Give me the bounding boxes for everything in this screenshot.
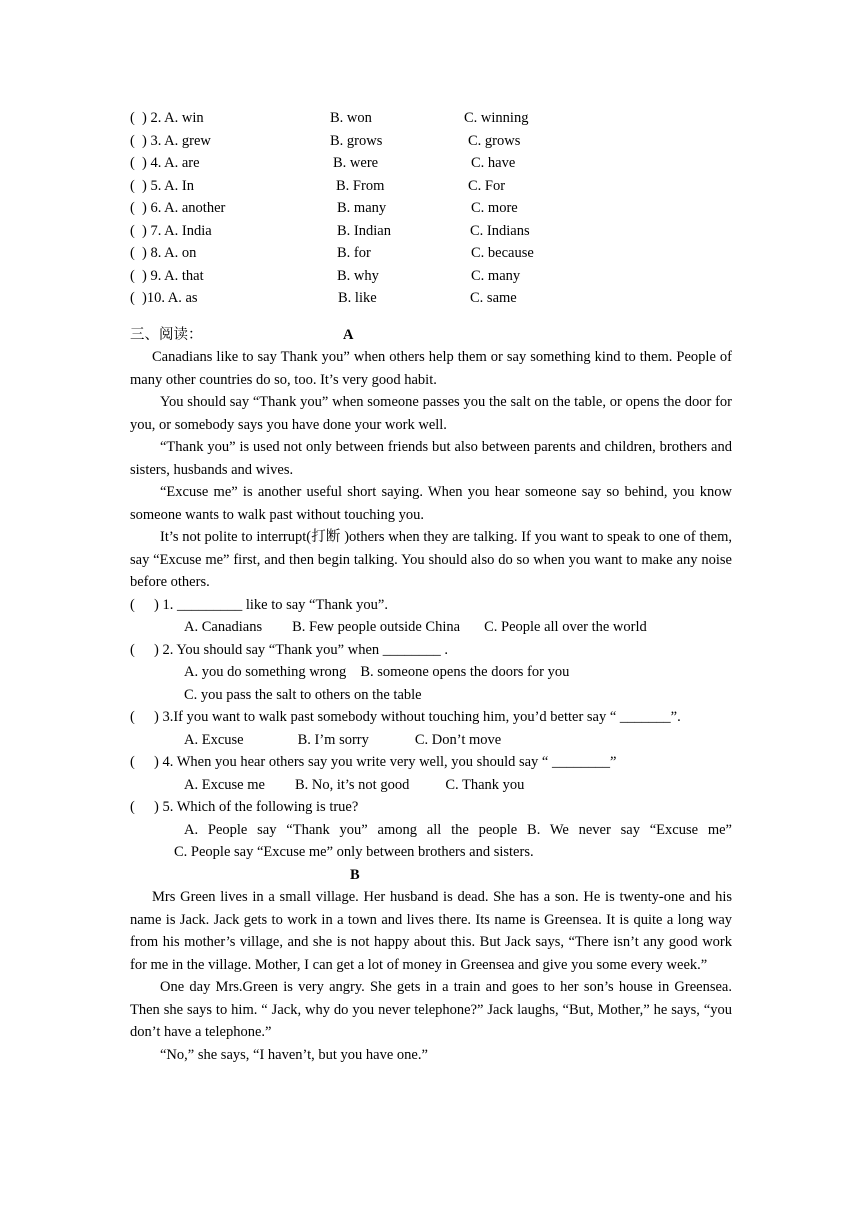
cloze-option: ) 9. A. that	[142, 267, 204, 284]
question-2-options: A. you do something wrong B. someone opens the doors for you	[184, 664, 570, 680]
question-2-option-c: C. you pass the salt to others on the table	[184, 686, 422, 703]
cloze-option: B. From	[336, 177, 385, 194]
cloze-option: B. Indian	[337, 222, 391, 239]
question-3: ( ) 3.If you want to walk past somebody without touching him, you’d better say “ _______”.	[130, 709, 681, 725]
question-5: ( ) 5. Which of the following is true?	[130, 799, 359, 815]
cloze-row	[130, 130, 732, 153]
passage-b-label: B	[350, 866, 360, 883]
cloze-option: (	[130, 290, 135, 306]
cloze-option: (	[130, 177, 135, 194]
cloze-option: (	[130, 110, 135, 126]
cloze-row	[130, 197, 732, 220]
cloze-option: ) 7. A. India	[142, 222, 212, 239]
cloze-row	[130, 242, 732, 265]
cloze-option: C. many	[471, 267, 521, 284]
passage-a-paragraph: Canadians like to say Thank you” when others help them or say something kind to them. People of many other countries do so, too. It’s very good habit.	[130, 349, 732, 388]
question-3-options: A. Excuse B. I’m sorry C. Don’t move	[184, 731, 502, 748]
cloze-option: ) 6. A. another	[142, 200, 226, 216]
cloze-option: (	[130, 267, 135, 284]
passage-a-label: A	[343, 326, 354, 343]
passage-a-paragraph: It’s not polite to interrupt(打断 )others when they are talking. If you want to speak to one of them, say “Excuse me” first, and then begin talking. You should also do so when you want to make any noise before others.	[130, 529, 732, 590]
cloze-row	[130, 265, 732, 288]
cloze-option: B. like	[338, 290, 377, 306]
cloze-option: C. grows	[468, 132, 521, 149]
question-4: ( ) 4. When you hear others say you write very well, you should say “ ________”	[130, 754, 617, 770]
cloze-option: C. winning	[464, 110, 529, 126]
question-5-option-c: C. People say “Excuse me” only between brothers and sisters.	[174, 844, 534, 860]
passage-a-paragraph: You should say “Thank you” when someone passes you the salt on the table, or opens the door for you, or somebody says you have done your work well.	[130, 394, 732, 433]
question-5-options: A. People say “Thank you” among all the people B. We never say “Excuse me”	[184, 821, 732, 838]
cloze-option: C. For	[468, 177, 506, 194]
question-1: ( ) 1. _________ like to say “Thank you”.	[130, 596, 388, 613]
cloze-row	[130, 107, 732, 130]
cloze-row	[130, 175, 732, 198]
cloze-option: C. have	[471, 155, 516, 171]
passage-b-header	[130, 864, 732, 887]
cloze-option: B. why	[337, 267, 379, 284]
question-2: ( ) 2. You should say “Thank you” when ________ .	[130, 641, 449, 658]
cloze-option: B. many	[337, 200, 387, 216]
cloze-option: B. for	[337, 245, 371, 261]
cloze-row	[130, 220, 732, 243]
passage-b-paragraph: One day Mrs.Green is very angry. She gets in a train and goes to her son’s house in Greensea. Then she says to him. “ Jack, why do you never telephone?” Jack laughs, “But, Mother,” he says, “you don’t have a telephone.”	[130, 979, 732, 1040]
cloze-option: B. were	[333, 155, 379, 171]
passage-a-paragraph: “Excuse me” is another useful short saying. When you hear someone say so behind, you know someone wants to walk past without touching you.	[130, 484, 732, 523]
cloze-option: (	[130, 222, 135, 239]
cloze-option: (	[130, 245, 135, 261]
cloze-option: ) 5. A. In	[142, 177, 194, 194]
cloze-options	[130, 107, 732, 310]
section-title: 三、阅读：	[130, 326, 203, 343]
cloze-option: )10. A. as	[142, 290, 198, 306]
question-1-options: A. Canadians B. Few people outside China C. People all over the world	[184, 619, 647, 635]
passage-a-paragraph: “Thank you” is used not only between friends but also between parents and children, brothers and sisters, husbands and wives.	[130, 439, 732, 478]
passage-b-paragraph: Mrs Green lives in a small village. Her husband is dead. She has a son. He is twenty-one and his name is Jack. Jack gets to work in a town and lives there. Its name is Greensea. It is quite a long way from his mother’s village, and she is not happy about this. But Jack says, “There isn’t any good work for me in the village. Mother, I can get a lot of money in Greensea and give you some every week.”	[130, 889, 732, 973]
cloze-option: (	[130, 155, 135, 171]
cloze-option: B. won	[330, 110, 372, 126]
cloze-option: C. same	[470, 290, 517, 306]
cloze-option: C. Indians	[470, 222, 530, 239]
cloze-option: C. more	[471, 200, 518, 216]
cloze-option: (	[130, 132, 135, 149]
spacer	[130, 310, 732, 324]
cloze-option: C. because	[471, 245, 534, 261]
cloze-option: ) 3. A. grew	[142, 132, 211, 149]
cloze-option: ) 4. A. are	[142, 155, 200, 171]
question-4-options: A. Excuse me B. No, it’s not good C. Thank you	[184, 776, 525, 793]
cloze-row	[130, 152, 732, 175]
passage-b-paragraph: “No,” she says, “I haven’t, but you have one.”	[160, 1046, 428, 1063]
worksheet-page	[130, 107, 732, 1066]
cloze-option: B. grows	[330, 132, 383, 149]
reading-section-header	[130, 324, 732, 347]
cloze-row	[130, 287, 732, 310]
cloze-option: ) 2. A. win	[142, 110, 204, 126]
cloze-option: ) 8. A. on	[142, 245, 197, 261]
cloze-option: (	[130, 200, 135, 216]
